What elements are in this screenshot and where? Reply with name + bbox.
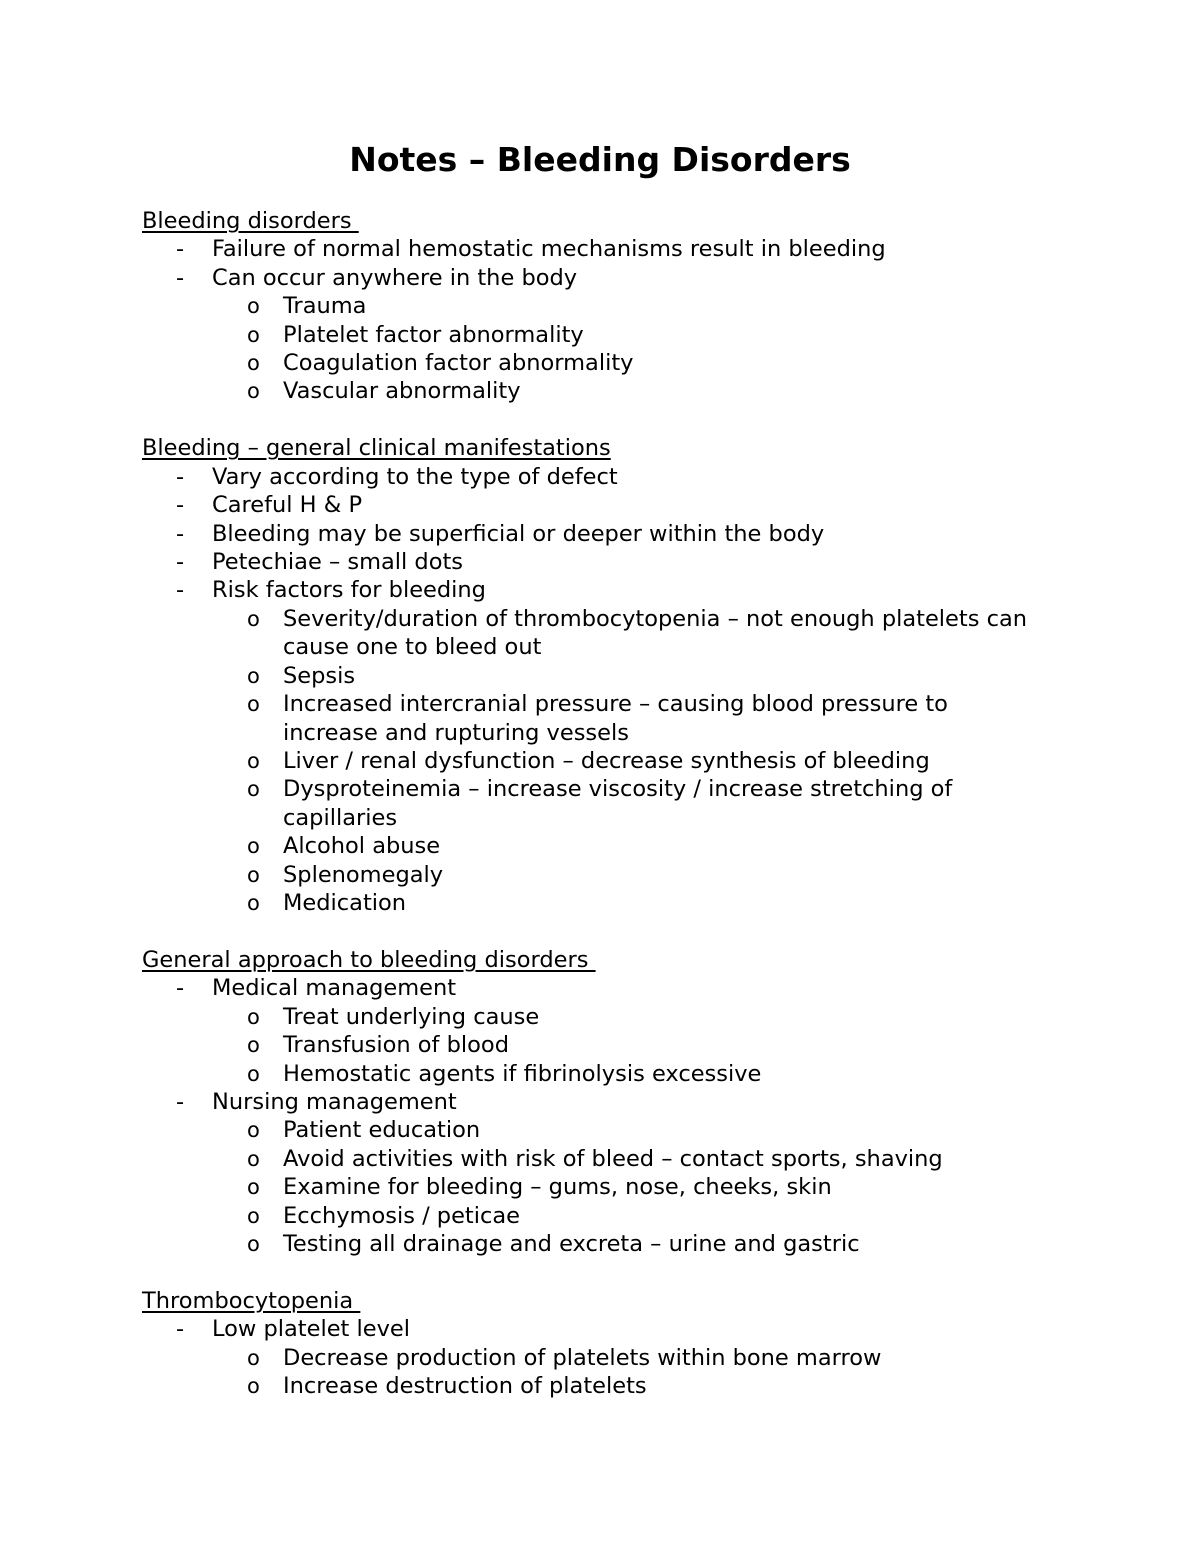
sub-bullet-text: Decrease production of platelets within bone marrow (283, 1344, 882, 1371)
sub-bullet-text: Sepsis (283, 662, 356, 689)
bullet-item (142, 548, 1042, 576)
bullet-text: Failure of normal hemostatic mechanisms result in bleeding (212, 236, 886, 263)
bullet-text: Medical management (212, 975, 457, 1002)
sub-bullet-item (142, 605, 1042, 662)
sub-bullet-item (142, 377, 1042, 405)
sub-bullet-text: Examine for bleeding – gums, nose, cheeks, skin (283, 1174, 832, 1201)
sub-bullet-text: Patient education (283, 1117, 481, 1144)
section-heading: Thrombocytopenia (142, 1288, 361, 1314)
sub-bullet-item (142, 690, 1042, 747)
sub-bullet-item (142, 349, 1042, 377)
sub-bullet-item (142, 1003, 1042, 1031)
sub-bullet-text: Coagulation factor abnormality (283, 350, 634, 377)
sub-bullet-item (142, 1116, 1042, 1144)
sub-bullet-text: Ecchymosis / peticae (283, 1202, 520, 1229)
dash-bullet-icon: - (176, 463, 185, 490)
sub-bullet-item (142, 321, 1042, 349)
dash-bullet-icon: - (176, 549, 185, 576)
sub-bullet-text: Liver / renal dysfunction – decrease synthesis of bleeding (283, 747, 930, 774)
sub-bullet-text: Alcohol abuse (283, 833, 441, 860)
sub-bullet-text: Treat underlying cause (283, 1003, 540, 1030)
circle-bullet-icon: o (247, 606, 260, 631)
circle-bullet-icon: o (247, 663, 260, 688)
bullet-text: Low platelet level (212, 1316, 411, 1343)
sub-bullet-text: Testing all drainage and excreta – urine and gastric (283, 1231, 860, 1257)
circle-bullet-icon: o (247, 692, 260, 717)
dash-bullet-icon: - (176, 492, 185, 519)
sub-bullet-text: Dysproteinemia – increase viscosity / increase stretching of capillaries (283, 776, 953, 831)
circle-bullet-icon: o (247, 294, 260, 319)
circle-bullet-icon: o (247, 1004, 260, 1029)
sub-bullet-text: Avoid activities with risk of bleed – contact sports, shaving (283, 1145, 943, 1172)
sub-bullet-text: Platelet factor abnormality (283, 321, 584, 348)
section (142, 946, 1042, 1258)
bullet-item (142, 264, 1042, 292)
dash-bullet-icon: - (176, 1316, 185, 1343)
section (142, 434, 1042, 917)
dash-bullet-icon: - (176, 577, 185, 604)
bullet-item (142, 235, 1042, 263)
page-title: Notes – Bleeding Disorders (349, 140, 851, 179)
sub-bullet-text: Increase destruction of platelets (283, 1373, 647, 1400)
dash-bullet-icon: - (176, 236, 185, 263)
sub-bullet-item (142, 292, 1042, 320)
sub-bullet-item (142, 1344, 1042, 1372)
bullet-item (142, 463, 1042, 491)
dash-bullet-icon: - (176, 520, 185, 547)
sub-bullet-item (142, 775, 1042, 832)
section (142, 207, 1042, 406)
circle-bullet-icon: o (247, 1146, 260, 1171)
sub-bullet-text: Increased intercranial pressure – causing blood pressure to increase and rupturing vessels (283, 691, 948, 746)
bullet-item (142, 576, 1042, 604)
dash-bullet-icon: - (176, 975, 185, 1002)
bullet-text: Risk factors for bleeding (212, 577, 486, 604)
circle-bullet-icon: o (247, 1033, 260, 1058)
circle-bullet-icon: o (247, 1345, 260, 1370)
section (142, 1287, 1042, 1401)
circle-bullet-icon: o (247, 1374, 260, 1399)
bullet-item (142, 520, 1042, 548)
sub-bullet-text: Hemostatic agents if fibrinolysis excessive (283, 1060, 762, 1087)
circle-bullet-icon: o (247, 379, 260, 404)
section-heading: Bleeding disorders (142, 208, 359, 234)
bullet-text: Nursing management (212, 1088, 457, 1115)
bullet-item (142, 1315, 1042, 1343)
sub-bullet-item (142, 1230, 1042, 1258)
section-heading: General approach to bleeding disorders (142, 946, 596, 973)
circle-bullet-icon: o (247, 1175, 260, 1200)
sub-bullet-item (142, 1145, 1042, 1173)
sub-bullet-item (142, 1031, 1042, 1059)
circle-bullet-icon: o (247, 777, 260, 802)
dash-bullet-icon: - (176, 1088, 185, 1115)
bullet-text: Vary according to the type of defect (212, 463, 618, 490)
sub-bullet-text: Vascular abnormality (283, 378, 521, 405)
sub-bullet-text: Transfusion of blood (283, 1032, 509, 1059)
sub-bullet-item (142, 1060, 1042, 1088)
circle-bullet-icon: o (247, 1203, 260, 1228)
sub-bullet-text: Trauma (283, 293, 367, 320)
dash-bullet-icon: - (176, 264, 185, 291)
circle-bullet-icon: o (247, 834, 260, 859)
sub-bullet-text: Medication (283, 889, 407, 916)
section-heading: Bleeding – general clinical manifestations (142, 435, 611, 462)
sub-bullet-item (142, 832, 1042, 860)
bullet-text: Careful H & P (212, 492, 363, 519)
sub-bullet-item (142, 662, 1042, 690)
sub-bullet-item (142, 747, 1042, 775)
bullet-item (142, 491, 1042, 519)
circle-bullet-icon: o (247, 1118, 260, 1143)
circle-bullet-icon: o (247, 862, 260, 887)
circle-bullet-icon: o (247, 351, 260, 376)
sub-bullet-text: Severity/duration of thrombocytopenia – not enough platelets can cause one to bleed out (283, 605, 1028, 661)
bullet-item (142, 1088, 1042, 1116)
sub-bullet-item (142, 1372, 1042, 1400)
bullet-text: Petechiae – small dots (212, 549, 464, 576)
sub-bullet-item (142, 1173, 1042, 1201)
circle-bullet-icon: o (247, 322, 260, 347)
sub-bullet-text: Splenomegaly (283, 861, 444, 888)
bullet-item (142, 974, 1042, 1002)
circle-bullet-icon: o (247, 890, 260, 915)
sub-bullet-item (142, 861, 1042, 889)
sub-bullet-item (142, 1202, 1042, 1230)
circle-bullet-icon: o (247, 1061, 260, 1086)
notes-body (142, 207, 1042, 1429)
circle-bullet-icon: o (247, 1232, 260, 1256)
bullet-text: Bleeding may be superficial or deeper within the body (212, 520, 825, 547)
sub-bullet-item (142, 889, 1042, 917)
bullet-text: Can occur anywhere in the body (212, 264, 578, 291)
circle-bullet-icon: o (247, 748, 260, 773)
